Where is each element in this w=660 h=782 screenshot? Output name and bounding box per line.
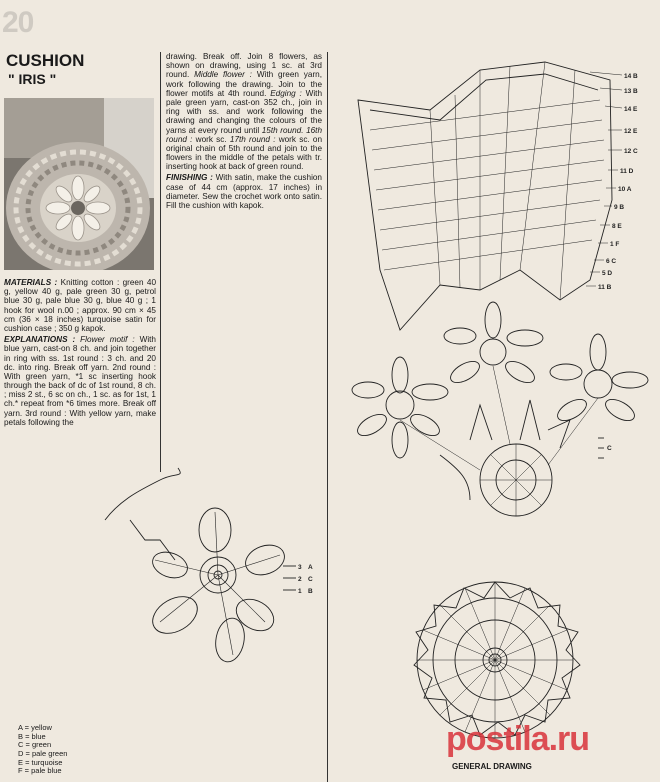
edging-text: With pale green yarn, cast-on 352 ch., join in ring with ss. and work following the drawing and changing the colours of the yarns at every round until (166, 88, 323, 135)
edging-heading: Edging : (270, 88, 302, 98)
colour-label: A (308, 564, 313, 571)
general-drawing (414, 582, 580, 738)
edging-row-labels (598, 73, 638, 291)
page-subtitle: " IRIS " (8, 71, 57, 87)
edging-row-label: 12 E (624, 128, 638, 135)
legend-item: C = green (18, 740, 52, 750)
materials-text: Knitting cotton : green 40 g, yellow 40 g, pale green 30 g, petrol blue 30 g, pale blue 30 g, blue 40 g ; 1 hook for wool n.00 ; approx. 90 cm × 45 cm (36 × 18 inches) turquoise satin for cushion case ; 350 g kapok. (4, 278, 157, 333)
legend-item: E = turquoise (18, 757, 63, 767)
watermark: postila.ru (446, 720, 590, 758)
round-15-label: 15th round. (261, 125, 304, 135)
edging-row-label: 6 C (606, 258, 617, 265)
edging-row-label: 12 C (624, 148, 638, 155)
explanations-text: With blue yarn, cast-on 8 ch. and join together in ring with ss. 1st round : 3 ch. and 20 dc. into ring. Break off yarn. 2nd round : With green yarn, *1 sc inserting hook through the back of dc of 1st round, 8 ch. ; miss 2 st., 6 sc on ch., 1 sc. as for 1st, 1 ch.* repeat from *6 times more. Break off yarn. 3rd round : With yellow yarn, make petals following the (4, 335, 156, 427)
colour-label: B (308, 588, 313, 595)
middle-flower-text: With green yarn, work following the drawing. Join to the flower motifs at 4th round. (166, 70, 322, 98)
edging-row-label: 9 B (614, 204, 625, 211)
round-16-label: 16th round : (166, 125, 323, 144)
colour-label: C (308, 576, 313, 583)
round-label: 3 (298, 564, 302, 571)
round-16-text: work sc. (195, 134, 227, 144)
edging-row-label: 14 B (624, 73, 638, 80)
flower-motif-diagram (105, 468, 296, 664)
general-drawing-caption: GENERAL DRAWING (452, 762, 532, 771)
colour-legend (18, 724, 67, 776)
edging-row-label: 13 B (624, 88, 638, 95)
edging-row-label: 11 B (598, 284, 612, 291)
legend-item: A = yellow (18, 723, 52, 732)
edging-row-label: 14 E (624, 106, 638, 113)
finishing-text: With satin, make the cushion case of 44 cm (approx. 17 inches) in diameter. Sew the crochet work onto satin. Fill the cushion with kapok. (166, 173, 322, 210)
round-17-label: 17th round : (229, 134, 276, 144)
middle-colour-label: C (607, 445, 612, 452)
explanations-heading: EXPLANATIONS : (4, 335, 76, 345)
finishing-heading: FINISHING : (166, 173, 213, 183)
legend-item: D = pale green (18, 748, 68, 758)
edging-row-label: 5 D (602, 270, 613, 277)
materials-heading: MATERIALS : (4, 278, 58, 287)
edging-row-label: 10 A (618, 186, 632, 193)
page-title: CUSHION (6, 51, 85, 70)
flower-motif-heading: Flower motif : (80, 335, 135, 345)
legend-item: F = pale blue (18, 766, 62, 776)
edging-row-label: 8 E (612, 223, 622, 230)
flower-join-diagram (352, 302, 648, 516)
legend-item: B = blue (18, 731, 46, 741)
round-label: 2 (298, 576, 302, 583)
edging-row-label: 11 D (620, 168, 634, 175)
middle-flower-heading: Middle flower : (194, 70, 252, 80)
round-label: 1 (298, 588, 302, 595)
pattern-number: 20 (2, 6, 34, 39)
edging-row-label: 1 F (610, 241, 620, 248)
join-text: drawing. Break off. Join 8 flowers, as shown on drawing, using 1 sc. at 3rd round. (166, 52, 322, 80)
round-17-text: work sc. on original chain of 5th round and join to the flowers in the middle of the petals with tr. inserting hook at back of green round. (166, 134, 323, 172)
